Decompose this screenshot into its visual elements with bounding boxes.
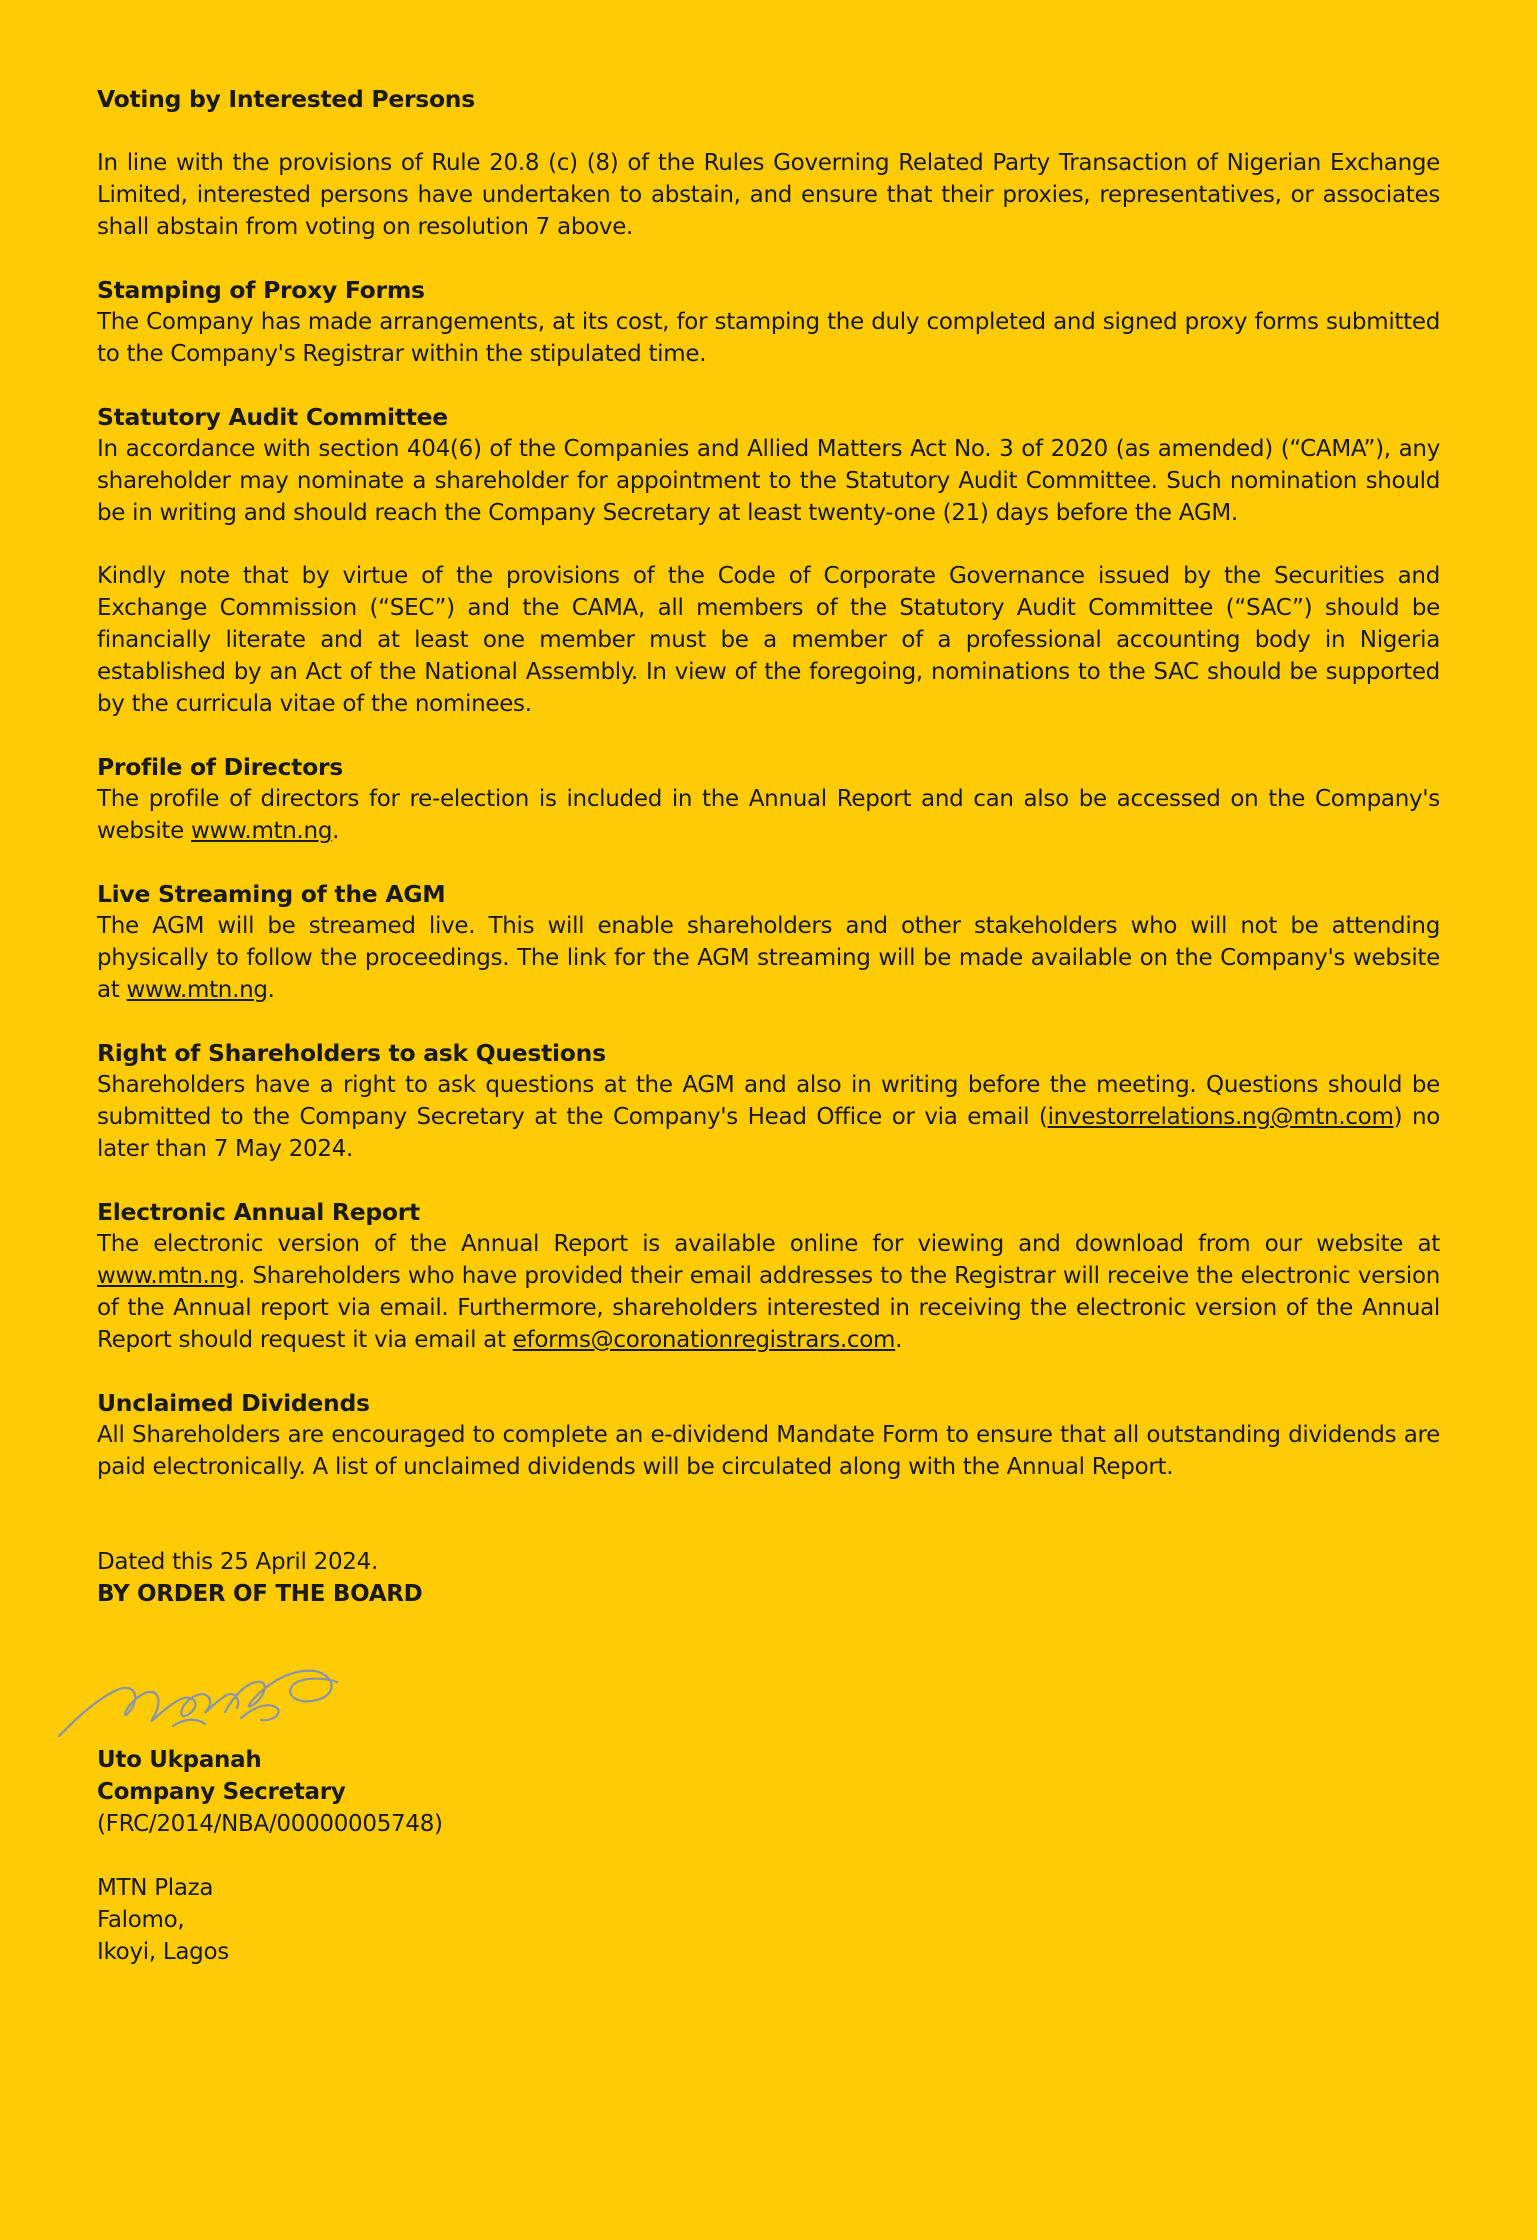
questions-heading: Right of Shareholders to ask Questions [97,1039,606,1067]
secretary-name: Uto Ukpanah [97,1747,262,1773]
audit-section [97,401,1440,720]
stamping-section [97,274,1440,370]
signature-image [55,1660,385,1740]
questions-body-text: Shareholders have a right to ask questions at the AGM and also in writing before the meeting. Questions should be submitted to the Company Secretary at the Company's Head Office or via email ( [97,1072,1440,1130]
streaming-body-text: The AGM will be streamed live. This will enable shareholders and other stakeholders who will not be attending physically to follow the proceedings. The link for the AGM streaming will be made available on the Company's website at [97,913,1440,1003]
stamping-body: The Company has made arrangements, at its cost, for stamping the duly completed and signed proxy forms submitted to the Company's Registrar within the stipulated time. [97,309,1440,367]
questions-body [97,1069,1440,1165]
electronic-body-text: The electronic version of the Annual Report is available online for viewing and download from our website at [97,1231,1440,1257]
profile-body-text: The profile of directors for re-election is included in the Annual Report and can also be accessed on the Company's website [97,786,1440,844]
dividends-section [97,1387,1440,1483]
address-line: Ikoyi, Lagos [97,1939,229,1965]
closing-block [97,1546,1440,1968]
address-line: Falomo, [97,1907,185,1933]
address-line: MTN Plaza [97,1875,214,1901]
streaming-body-end: . [267,977,275,1003]
website-link[interactable]: www.mtn.ng [191,818,333,844]
secretary-title: Company Secretary [97,1779,346,1805]
dated-line: Dated this 25 April 2024. [97,1549,378,1575]
frc-number: (FRC/2014/NBA/00000005748) [97,1811,443,1837]
voting-section [97,83,1440,243]
electronic-body-end: . [895,1327,903,1353]
questions-body-end: ) no later than 7 May 2024. [97,1104,1441,1162]
dividends-heading: Unclaimed Dividends [97,1389,370,1417]
streaming-body [97,910,1440,1006]
profile-body-end: . [332,818,340,844]
voting-body: In line with the provisions of Rule 20.8 (c) (8) of the Rules Governing Related Party Transaction of Nigerian Exchange Limited, interested persons have undertaken to abstain, and ensure that their proxies, representatives, or associates shall abstain from voting on resolution 7 above. [97,150,1440,240]
audit-body-2: Kindly note that by virtue of the provisions of the Code of Corporate Governance issued by the Securities and Exchange Commission (“SEC”) and the CAMA, all members of the Statutory Audit Committee (“SAC”) should be financially literate and at least one member must be a member of a professional accounting body in Nigeria established by an Act of the National Assembly. In view of the foregoing, nominations to the SAC should be supported by the curricula vitae of the nominees. [97,563,1440,717]
profile-section [97,751,1440,847]
stamping-heading: Stamping of Proxy Forms [97,276,425,304]
voting-heading: Voting by Interested Persons [97,85,475,113]
website-link[interactable]: www.mtn.ng [97,1263,239,1289]
website-link[interactable]: www.mtn.ng [126,977,268,1003]
electronic-section [97,1196,1440,1356]
electronic-body [97,1228,1440,1356]
questions-section [97,1037,1440,1165]
audit-body-1: In accordance with section 404(6) of the Companies and Allied Matters Act No. 3 of 2020 (as amended) (“CAMA”), any shareholder may nominate a shareholder for appointment to the Statutory Audit Committee. Such nomination should be in writing and should reach the Company Secretary at least twenty-one (21) days before the AGM. [97,436,1440,526]
profile-heading: Profile of Directors [97,753,343,781]
streaming-section [97,878,1440,1006]
dividends-body: All Shareholders are encouraged to complete an e-dividend Mandate Form to ensure that all outstanding dividends are paid electronically. A list of unclaimed dividends will be circulated along with the Annual Report. [97,1422,1440,1480]
audit-heading: Statutory Audit Committee [97,403,448,431]
streaming-heading: Live Streaming of the AGM [97,880,446,908]
profile-body [97,783,1440,847]
investor-email-link[interactable]: investorrelations.ng@mtn.com [1047,1104,1394,1130]
electronic-body-mid: . Shareholders who have provided their email addresses to the Registrar will receive the electronic version of the Annual report via email. Furthermore, shareholders interested in receiving the electronic version of the Annual Report should request it via email at [97,1263,1440,1353]
electronic-heading: Electronic Annual Report [97,1198,420,1226]
office-address [97,1872,1440,1968]
eforms-email-link[interactable]: eforms@coronationregistrars.com [512,1327,896,1353]
board-order: BY ORDER OF THE BOARD [97,1581,423,1607]
